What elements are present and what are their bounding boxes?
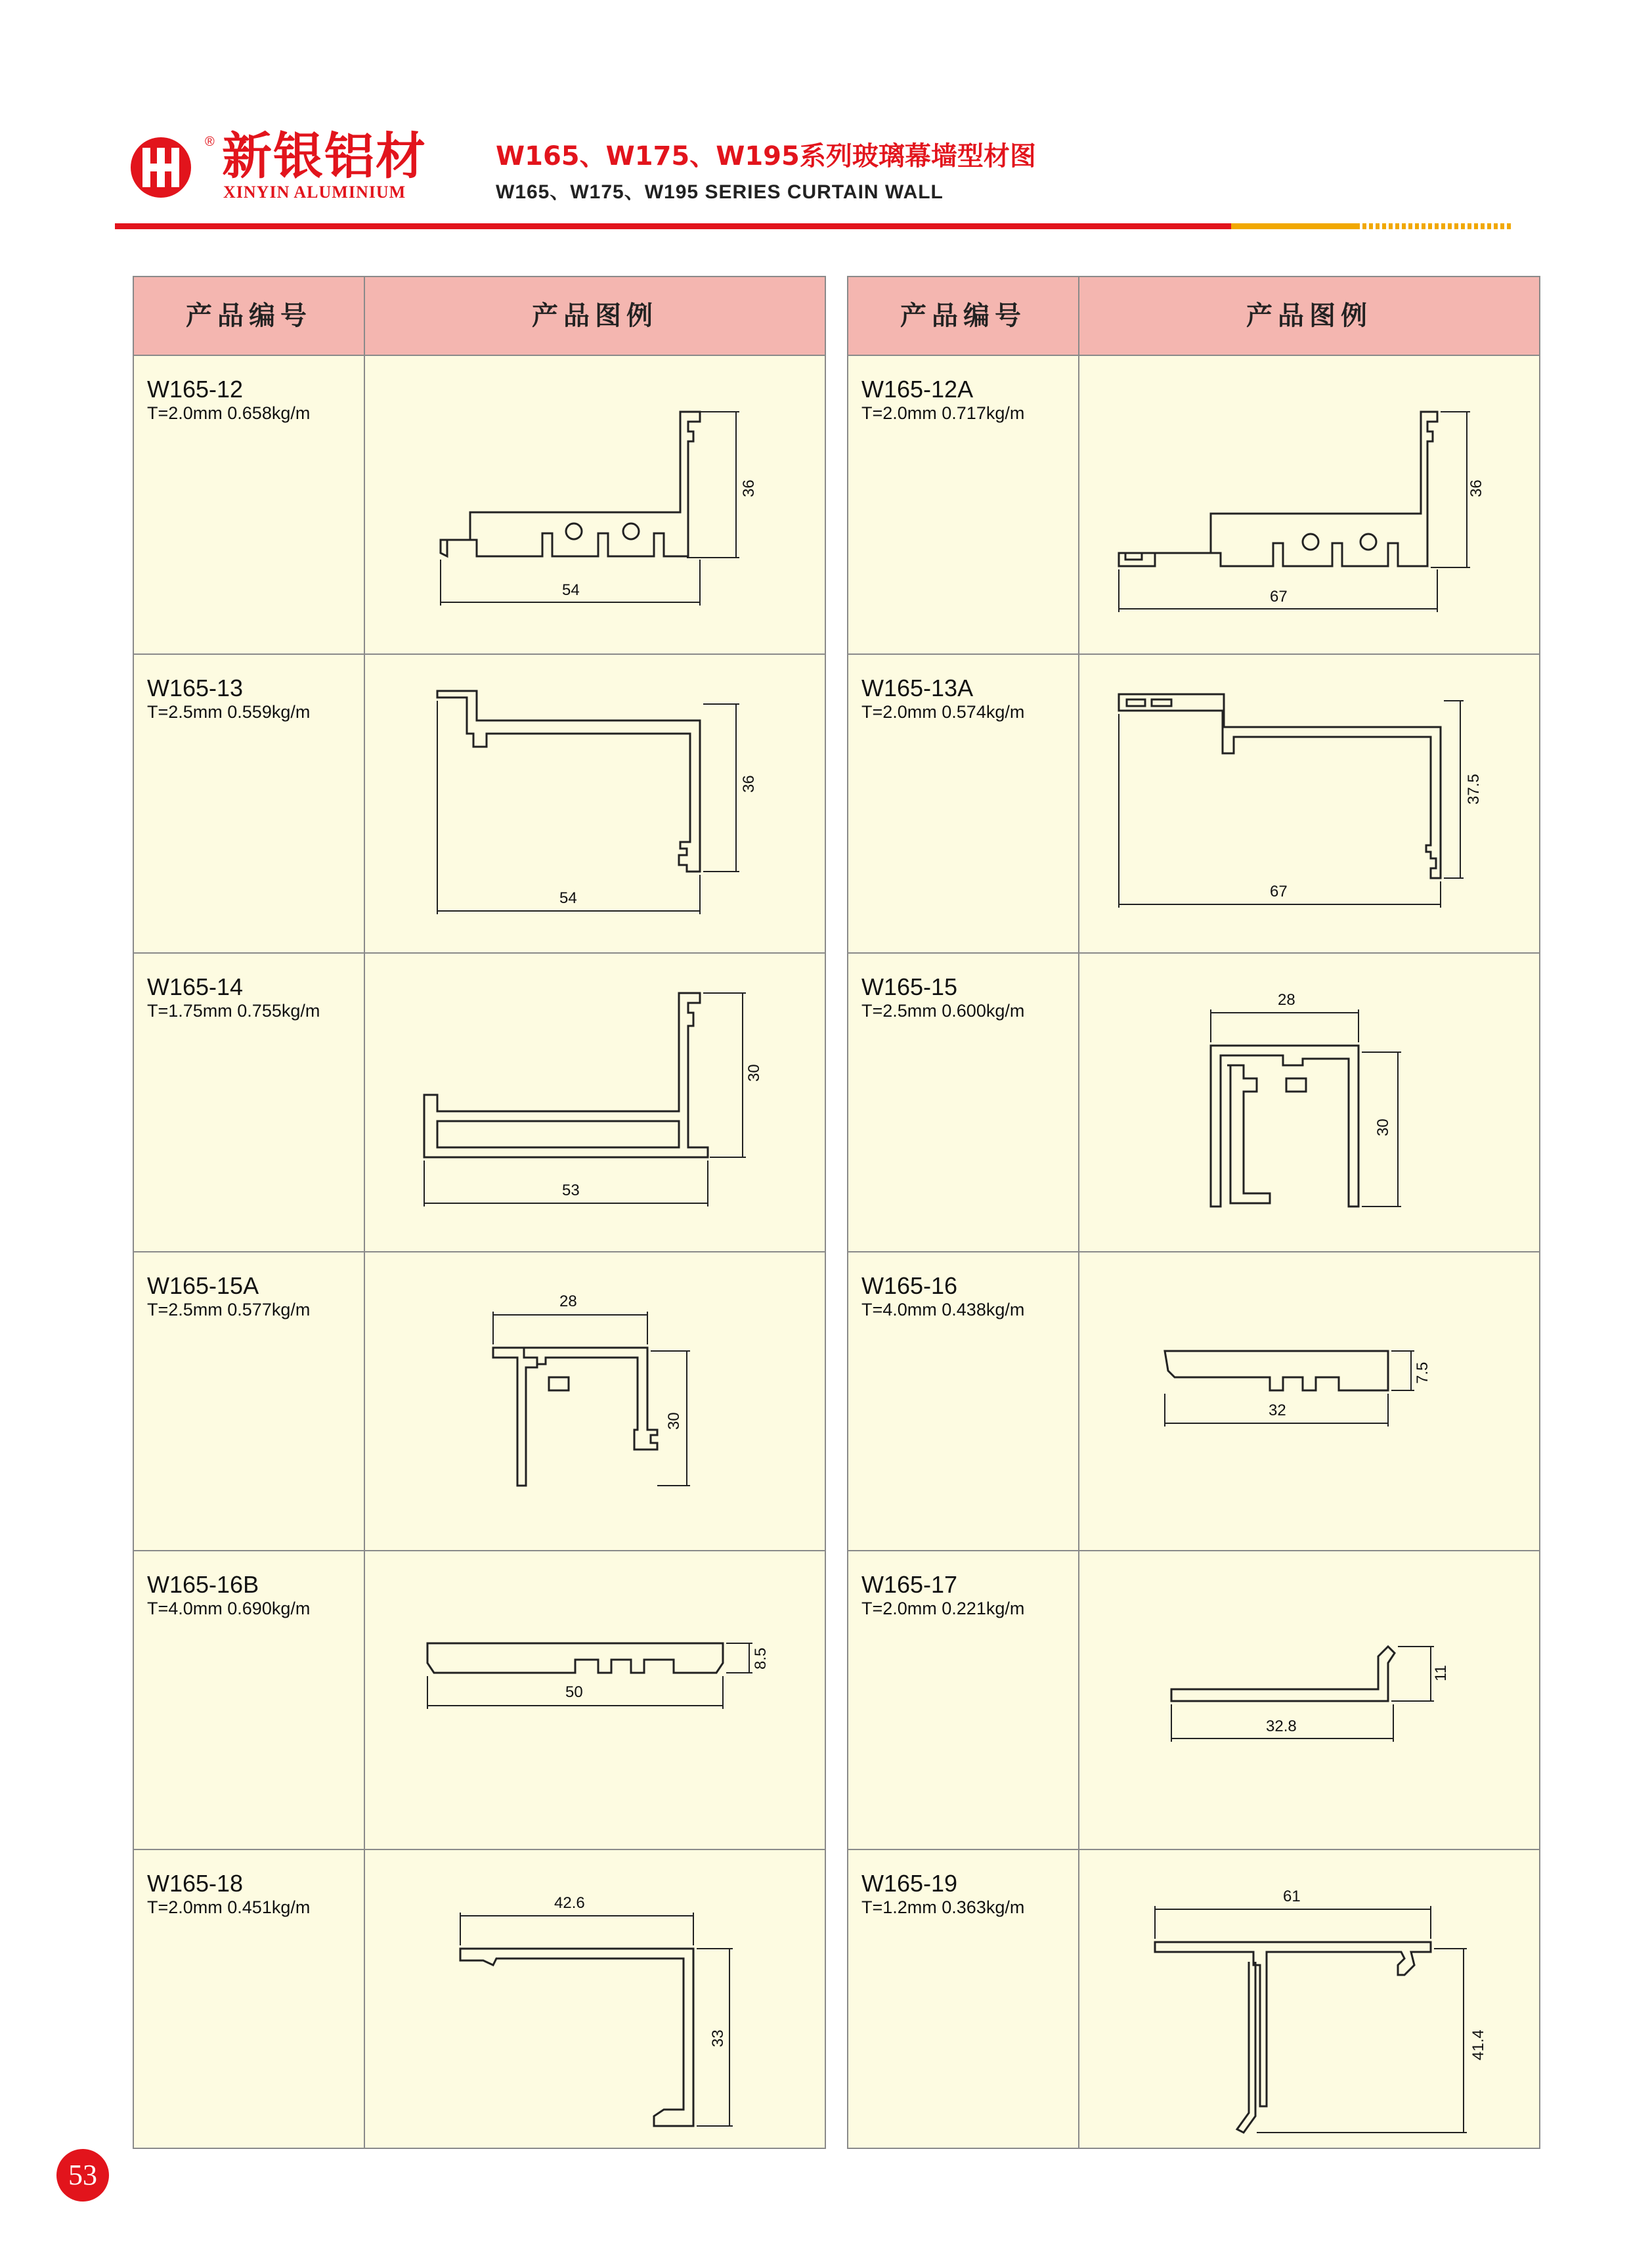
table-row	[134, 1551, 825, 1850]
dimension-label: 36	[740, 775, 758, 793]
dimension-label: 30	[745, 1064, 763, 1082]
header-rule-red	[115, 223, 1231, 229]
product-spec: T=2.5mm 0.577kg/m	[147, 1300, 311, 1319]
product-code: W165-14	[147, 973, 244, 1000]
product-code: W165-17	[861, 1571, 958, 1598]
profile-drawing	[1079, 954, 1539, 1251]
product-code: W165-18	[147, 1870, 244, 1897]
profile-drawing	[365, 356, 825, 653]
brand-name-cn: 新银铝材	[222, 127, 427, 185]
profile-drawing	[1079, 655, 1539, 952]
header-rule-gold	[1231, 223, 1356, 229]
product-spec: T=2.0mm 0.451kg/m	[147, 1897, 311, 1917]
product-code: W165-12	[147, 376, 244, 403]
table-row	[848, 954, 1539, 1252]
dimension-label: 33	[709, 2029, 727, 2047]
page-title-cn: W165、W175、W195系列玻璃幕墙型材图	[496, 141, 1036, 171]
dimension-label: 8.5	[752, 1647, 770, 1670]
header-rule-dashed	[1356, 223, 1513, 229]
header-product-figure: 产品图例	[1246, 301, 1372, 331]
registered-mark: ®	[205, 135, 215, 149]
product-spec: T=1.2mm 0.363kg/m	[861, 1897, 1025, 1917]
table-row	[848, 1252, 1539, 1551]
dimension-label: 41.4	[1469, 2029, 1487, 2060]
dimension-label: 30	[1374, 1118, 1392, 1136]
product-code: W165-16	[861, 1272, 958, 1299]
product-spec: T=2.0mm 0.574kg/m	[861, 702, 1025, 722]
page-number: 53	[56, 2149, 109, 2202]
product-code: W165-13	[147, 675, 244, 701]
profile-drawing	[365, 1252, 825, 1550]
table-row	[134, 655, 825, 954]
dimension-label: 61	[1283, 1888, 1301, 1905]
product-spec: T=1.75mm 0.755kg/m	[147, 1001, 320, 1021]
dimension-label: 67	[1270, 588, 1288, 606]
dimension-label: 36	[740, 479, 758, 497]
product-code: W165-15A	[147, 1272, 259, 1299]
product-code: W165-13A	[861, 675, 974, 701]
table-row	[848, 655, 1539, 954]
product-spec: T=2.0mm 0.221kg/m	[861, 1599, 1025, 1618]
page-header	[0, 0, 1652, 236]
table-row	[848, 1551, 1539, 1850]
profile-drawing	[365, 954, 825, 1251]
dimension-label: 11	[1432, 1665, 1450, 1681]
dimension-label: 28	[559, 1293, 577, 1310]
table-row	[134, 356, 825, 655]
profile-drawing	[1079, 1551, 1539, 1849]
profile-drawing	[365, 1850, 825, 2148]
header-product-code: 产品编号	[186, 301, 312, 331]
dimension-label: 30	[665, 1412, 683, 1430]
dimension-label: 53	[562, 1182, 580, 1199]
dimension-label: 42.6	[554, 1894, 585, 1912]
product-spec: T=4.0mm 0.690kg/m	[147, 1599, 311, 1618]
dimension-label: 54	[559, 889, 577, 907]
header-product-figure: 产品图例	[532, 301, 658, 331]
dimension-label: 28	[1278, 991, 1295, 1009]
header-product-code: 产品编号	[900, 301, 1026, 331]
dimension-label: 50	[565, 1683, 583, 1701]
profile-drawing	[1079, 356, 1539, 653]
product-code: W165-12A	[861, 376, 974, 403]
table-header	[848, 277, 1539, 356]
product-spec: T=2.5mm 0.559kg/m	[147, 702, 311, 722]
profile-drawing	[1079, 1850, 1539, 2148]
table-row	[134, 954, 825, 1252]
profile-drawing	[1079, 1252, 1539, 1550]
product-code: W165-19	[861, 1870, 958, 1897]
dimension-label: 67	[1270, 883, 1288, 900]
brand-name-en: XINYIN ALUMINIUM	[223, 183, 406, 202]
dimension-label: 7.5	[1414, 1361, 1431, 1384]
table-header	[134, 277, 825, 356]
product-spec: T=2.0mm 0.658kg/m	[147, 403, 311, 423]
product-spec: T=4.0mm 0.438kg/m	[861, 1300, 1025, 1319]
table-row	[134, 1850, 825, 2149]
profile-drawing	[365, 655, 825, 952]
dimension-label: 54	[562, 581, 580, 599]
profile-table-left	[133, 276, 826, 2149]
product-code: W165-16B	[147, 1571, 259, 1598]
profile-table-right	[847, 276, 1540, 2149]
dimension-label: 32.8	[1266, 1717, 1297, 1735]
product-code: W165-15	[861, 973, 958, 1000]
page-title-en: W165、W175、W195 SERIES CURTAIN WALL	[496, 181, 944, 203]
table-row	[848, 356, 1539, 655]
dimension-label: 37.5	[1465, 774, 1483, 805]
xinyin-logo-icon	[128, 135, 204, 200]
product-spec: T=2.5mm 0.600kg/m	[861, 1001, 1025, 1021]
product-spec: T=2.0mm 0.717kg/m	[861, 403, 1025, 423]
dimension-label: 36	[1467, 479, 1485, 497]
table-row	[848, 1850, 1539, 2149]
profile-drawing	[365, 1551, 825, 1849]
dimension-label: 32	[1269, 1402, 1286, 1419]
table-row	[134, 1252, 825, 1551]
